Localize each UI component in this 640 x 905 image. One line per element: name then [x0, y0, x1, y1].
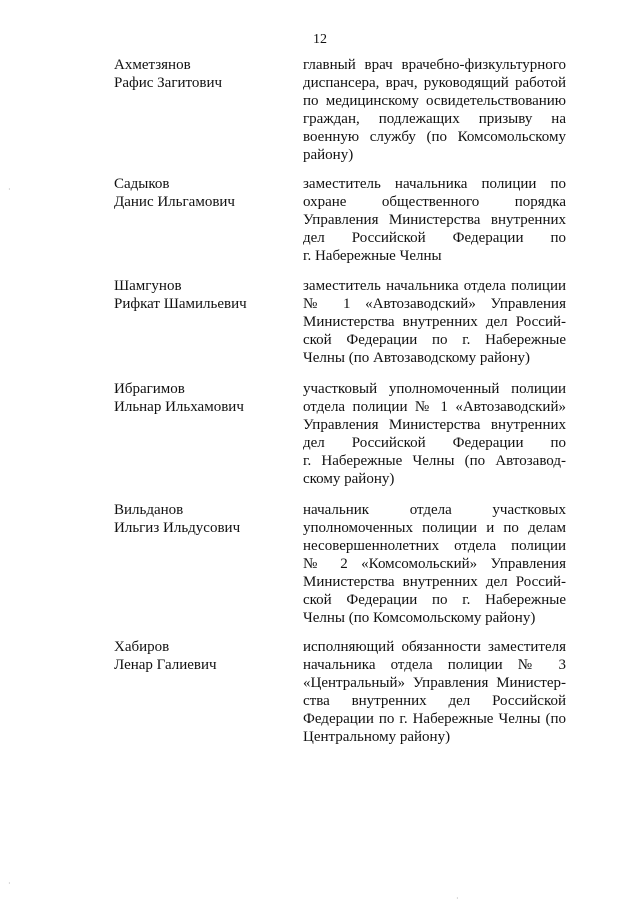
scan-mark: · [456, 894, 459, 903]
position-line: ской Федерации по г. Набережные [303, 592, 566, 608]
position-line: ства внутренних дел Российской [303, 693, 566, 709]
person-surname: Хабиров [114, 639, 170, 655]
position-line: охране общественного порядка [303, 194, 566, 210]
person-name [114, 638, 284, 674]
position-line: г. Набережные Челны [303, 248, 442, 264]
person-given-names: Ленар Галиевич [114, 657, 217, 673]
page-number: 12 [313, 32, 327, 47]
person-given-names: Рифкат Шамильевич [114, 296, 247, 312]
position-line: № 1 «Автозаводский» Управления [303, 296, 566, 312]
person-surname: Ахметзянов [114, 57, 191, 73]
person-name [114, 380, 284, 416]
person-position [303, 175, 566, 265]
person-given-names: Ильгиз Ильдусович [114, 520, 241, 536]
position-line: дел Российской Федерации по [303, 435, 566, 451]
position-line: уполномоченных полиции и по делам [303, 520, 566, 536]
person-surname: Шамгунов [114, 278, 182, 294]
person-position [303, 380, 566, 488]
position-line: заместитель начальника полиции по [303, 176, 566, 192]
position-line: г. Набережные Челны (по Автозавод- [303, 453, 566, 469]
person-given-names: Данис Ильгамович [114, 194, 235, 210]
position-line: Министерства внутренних дел Россий- [303, 314, 566, 330]
person-given-names: Ильнар Ильхамович [114, 399, 244, 415]
person-position [303, 501, 566, 627]
person-position [303, 638, 566, 746]
person-name [114, 501, 284, 537]
position-line: «Центральный» Управления Министер- [303, 675, 566, 691]
position-line: Управления Министерства внутренних [303, 212, 566, 228]
position-line: участковый уполномоченный полиции [303, 381, 566, 397]
person-surname: Вильданов [114, 502, 184, 518]
person-surname: Садыков [114, 176, 170, 192]
position-line: начальника отдела полиции № 3 [303, 657, 566, 673]
position-line: Центральному району) [303, 729, 451, 745]
position-line: ской Федерации по г. Набережные [303, 332, 566, 348]
scan-mark: · [8, 185, 11, 194]
person-name [114, 277, 284, 313]
position-line: по медицинскому освидетельствованию [303, 93, 566, 109]
person-name [114, 175, 284, 211]
position-line: Челны (по Комсомольскому району) [303, 610, 536, 626]
position-line: скому району) [303, 471, 395, 487]
position-line: главный врач врачебно-физкультурного [303, 57, 566, 73]
position-line: военную службу (по Комсомольскому [303, 129, 566, 145]
position-line: диспансера, врач, руководящий работой [303, 75, 566, 91]
position-line: № 2 «Комсомольский» Управления [303, 556, 566, 572]
position-line: району) [303, 147, 354, 163]
position-line: Федерации по г. Набережные Челны (по [303, 711, 566, 727]
position-line: заместитель начальника отдела полиции [303, 278, 566, 294]
person-position [303, 277, 566, 367]
position-line: начальник отдела участковых [303, 502, 566, 518]
position-line: дел Российской Федерации по [303, 230, 566, 246]
position-line: отдела полиции № 1 «Автозаводский» [303, 399, 566, 415]
scan-mark: · [8, 879, 11, 888]
person-surname: Ибрагимов [114, 381, 185, 397]
person-position [303, 56, 566, 164]
position-line: Управления Министерства внутренних [303, 417, 566, 433]
position-line: Челны (по Автозаводскому району) [303, 350, 531, 366]
position-line: исполняющий обязанности заместителя [303, 639, 566, 655]
position-line: Министерства внутренних дел Россий- [303, 574, 566, 590]
position-line: граждан, подлежащих призыву на [303, 111, 566, 127]
person-given-names: Рафис Загитович [114, 75, 223, 91]
person-name [114, 56, 284, 92]
position-line: несовершеннолетних отдела полиции [303, 538, 566, 554]
